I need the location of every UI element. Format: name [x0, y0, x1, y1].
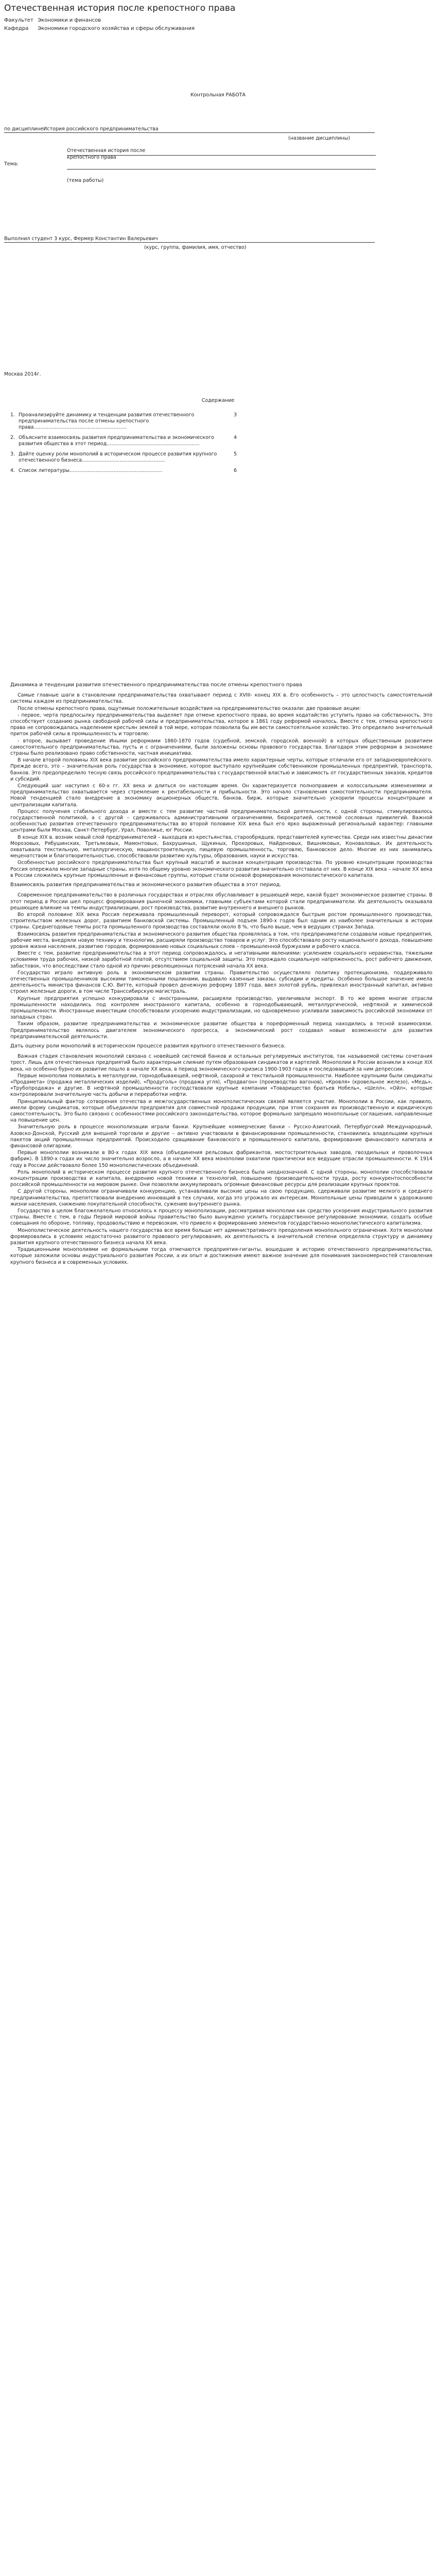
paragraph: - второе, вызывает проведение Иными реформами 1860-1870 годов (судебной, земской, городской, военной) в которых общественным развитием самостоятельного предпринимательства, пусть и с ограничениями, были заложены основы правового государства. Благодаря этим реформам в экономике страны было реализовано право собственности, частная инициатива. — [10, 738, 432, 757]
paragraph: В начале второй половины XIX века развитие российского предпринимательства имело характерные черты, которые отличали его от западноевропейского. Прежде всего, это – значительная роль государства в экономике, которое выступало крупнейшим собственником промышленных предприятий, транспорта, банков. Это предопределило тесную связь российского предпринимательства с государственной властью и зависимость от государственных заказов, кредитов и субсидий. — [10, 757, 432, 782]
paragraph: Вместе с тем, развитие предпринимательства в этот период сопровождалось и негативными явлениями: усилением социального неравенства, тяжелыми условиями труда рабочих, низкой заработной платой, отсутствием социальной защиты. Это порождало социальную напряженность, рост рабочего движения, забастовок, что впоследствии стало одной из причин революционных потрясений начала XX века. — [10, 951, 432, 969]
paragraph: Самые главные шаги в становлении предпринимательства охватывают период с XVIII- конец XIX в. Его особенность – это целостность самостоятельной системы каждом из предпринимательства. — [10, 692, 432, 705]
paragraph: С другой стороны, монополии ограничивали конкуренцию, устанавливали высокие цены на свою продукцию, сдерживали развитие мелкого и среднего предпринимательства, препятствовали внедрению инноваций в тех случаях, когда это угрожало их интересам. Монопольные цены приводили к удорожанию жизни населения, снижению покупательной способности, сужению внутреннего рынка. — [10, 1189, 432, 1207]
document-title: Отечественная история после крепостного права — [4, 3, 236, 13]
table-of-contents — [10, 412, 237, 478]
paragraph: Взаимосвязь развития предпринимательства и экономического развития общества проявлялась в том, что предприниматели создавали новые предприятия, рабочие места, внедряли новую технику и технологии, расширяли производство товаров и услуг. Это способствовало росту национального дохода, повышению уровня жизни населения, развитию городов, формированию новых социальных слоев – промышленной буржуазии и рабочего класса. — [10, 931, 432, 950]
student-prefix: Выполнил студент — [4, 236, 53, 242]
toc-item[interactable] — [10, 468, 237, 474]
paragraph: Принципиальный фактор сотворения отечества и межгосударственных монополистических связей является участие. Монополии в России, как правило, имели форму синдикатов, которые объединяли предприятия для совместной продажи продукции, при этом сохраняя их производственную и юридическую самостоятельность. Это было связано с особенностями российского законодательства, которое формально запрещало монопольные соглашения, направленные на повышение цен. — [10, 1098, 432, 1124]
paragraph: Государство играло активную роль в экономическом развитии страны. Правительство осуществляло политику протекционизма, поддерживало отечественных промышленников высокими таможенными пошлинами, выдавало казенные заказы, субсидии и кредиты. Особенно большое значение имела деятельность министра финансов С.Ю. Витте, который провел денежную реформу 1897 года, ввел золотой рубль, привлекал иностранный капитал, активно строил железные дороги, в том числе Транссибирскую магистраль. — [10, 970, 432, 995]
student-value: 3 курс, Фермер Константин Валерьевич — [54, 236, 158, 242]
toc-item-text: Дайте оценку роли монополий в историческом процессе развития крупного отечественного бизнеса…………………………………………… — [19, 451, 217, 463]
toc-item-number: 2. — [10, 435, 15, 440]
topic-underline-2 — [67, 169, 376, 170]
section-1-heading: Динамика и тенденции развития отечественного предпринимательства после отмены крепостного права — [10, 682, 302, 688]
toc-item[interactable] — [10, 412, 237, 431]
discipline-value: История российского предпринимательства — [43, 126, 159, 132]
student-underline — [4, 242, 375, 243]
paragraph: Особенностью российского предпринимательства был крупный масштаб и высокая концентрация производства. По уровню концентрации производства Россия опережала многие западные страны, хотя по общему уровню экономического развития значительно отставала от них. В конце XIX века – начале XX века в России сложились крупные промышленные и финансовые группы, которые стали основой формирования монополистического капитала. — [10, 860, 432, 878]
paragraph: Роль монополий в историческом процессе развития крупного отечественного бизнеса была неоднозначной. С одной стороны, монополии способствовали концентрации производства и капитала, внедрению новой техники и технологий, повышению производительности труда, росту конкурентоспособности российской промышленности на мировом рынке. Они позволяли аккумулировать огромные финансовые ресурсы для реализации крупных проектов. — [10, 1169, 432, 1188]
section-2-heading: Взаимосвязь развития предпринимательства и экономического развития общества в этот период. — [10, 882, 282, 888]
discipline-row — [4, 126, 159, 132]
paragraph: Первые монополии появились в металлургии, горнодобывающей, нефтяной, сахарной и текстильной промышленности. Наиболее крупными были синдикаты «Продамета» (продажа металлических изделий), «Продуголь» (продажа угля), «Продвагон» (производство вагонов), «Кровля» (кровельное железо), «Медь», «Трубопродажа» и другие. В нефтяной промышленности господствовали крупные компании «Товарищество братьев Нобель», «Шелл», «Ойл», которые контролировали значительную часть добычи и переработки нефти. — [10, 1073, 432, 1098]
discipline-hint: (название дисциплины) — [288, 135, 350, 141]
department-label: Кафедра — [4, 26, 29, 31]
toc-title: Содержание — [201, 398, 235, 403]
paragraph: Значительную роль в процессе монополизации играли банки. Крупнейшие коммерческие банки – Русско-Азиатский, Петербургский Международный, Азовско-Донской, Русский для внешней торговли и другие – активно участвовали в финансировании промышленности, становились владельцами крупных пакетов акций промышленных предприятий. Происходило сращивание банковского и промышленного капитала, формирование финансового капитала и финансовой олигархии. — [10, 1124, 432, 1149]
toc-item-page: 5 — [233, 451, 237, 457]
paragraph: - первое, черта предпосылку предпринимательства выделяет при отмене крепостного права, во время ходатайство уступить право на собственность. Это способствует созданию рынка свободной рабочей силы и предпринимательства, которое в 1861 году реформой началось. Вместе с тем, отмена крепостного права не сопровождалась наделением крестьян землей в той мере, которая позволила бы им вести самостоятельное хозяйство. Это определило значительный приток рабочей силы в промышленность и торговлю. — [10, 712, 432, 737]
student-row — [4, 235, 158, 242]
paragraph: Во второй половине XIX века Россия переживала промышленный переворот, который сопровождался быстрым ростом промышленного производства, строительством железных дорог, развитием банковской системы. Промышленный подъем 1890-х годов был одним из наиболее значительных в истории страны. Среднегодовые темпы роста промышленного производства составляли около 8 %, что было выше, чем в ведущих странах Запада. — [10, 911, 432, 930]
faculty-value: Экономики и финансов — [38, 18, 101, 23]
toc-item-text: Проанализируйте динамику и тенденции развития отечественного предпринимательства после отмены крепостного права………………………………………………… — [19, 412, 195, 430]
toc-item-number: 1. — [10, 412, 15, 418]
discipline-prefix: по дисциплине — [4, 126, 44, 132]
paragraph: Таким образом, развитие предпринимательства и экономическое развитие общества в пореформенный период находились в тесной взаимосвязи. Предпринимательство являлось двигателем экономического прогресса, а экономический рост создавал новые возможности для развития предпринимательской деятельности. — [10, 1021, 432, 1040]
paragraph: Следующий шаг наступил с 60-х гг. XX века и длиться он настоящим время. Он характеризуется полноправием и колоссальными изменениями и предпринимательство охватывается через стремление к рентабельности и прибыльности. Это начало становления самостоятельности предпринимателя. Новой тенденцией стало внедрение в экономику акционерных обществ, банков, бирж, которые значительно ускорили процессы концентрации и централизации капитала. — [10, 783, 432, 808]
toc-item-page: 3 — [233, 412, 237, 418]
toc-item-page: 6 — [233, 468, 237, 473]
toc-item[interactable] — [10, 435, 237, 447]
toc-item-number: 3. — [10, 451, 15, 457]
discipline-underline — [4, 132, 375, 133]
toc-item-text: Список литературы………………………………………………… — [19, 468, 163, 473]
paragraph: Крупные предприятия успешно конкурировали с иностранными, расширяли производство, увеличивали экспорт. В то же время многие отрасли промышленности находились под контролем иностранного капитала, особенно в горнодобывающей, металлургической, нефтяной и химической промышленности. Иностранные инвестиции способствовали ускорению индустриализации, но одновременно усиливали зависимость российской экономики от западных стран. — [10, 995, 432, 1021]
paragraph: Государство в целом благожелательно относилось к процессу монополизации, рассматривая монополии как средство ускорения индустриального развития страны. Вместе с тем, в годы Первой мировой войны правительство было вынуждено усилить государственное регулирование экономики, создать особые совещания по обороне, топливу, продовольствию и перевозкам, что привело к формированию элементов государственно-монополистического капитализма. — [10, 1208, 432, 1227]
toc-item-number: 4. — [10, 468, 15, 473]
toc-item-text: Объясните взаимосвязь развития предпринимательства и экономического развития общества в этот период………………………………………………… — [19, 435, 214, 447]
department-row — [4, 26, 195, 31]
paragraph: Монополистическое деятельность нашего государства все время больше нет административного преодоления монопольного ограничения. Хотя монополии формировались в условиях недостаточно развитого правового регулирования, их деятельность в значительной степени определяла структуру и динамику развития крупного отечественного бизнеса начала XX века. — [10, 1227, 432, 1246]
section-3-heading: Дать оценку роли монополий в историческом процессе развития крупного отечественного бизнеса. — [10, 1043, 286, 1049]
paragraph: В конце XIX в. возник новый слой предпринимателей – выходцев из крестьянства, старообрядцев, представителей купечества. Среди них известны династии Морозовых, Рябушинских, Третьяковых, Мамонтовых, Бахрушиных, Щукиных, Прохоровых, Найденовых, Вишняковых, Коноваловых. Их деятельность охватывала текстильную, металлургическую, машиностроительную, пищевую промышленность, торговлю, банковское дело. Многие из них занимались меценатством и благотворительностью, способствовали развитию культуры, образования, науки и искусства. — [10, 834, 432, 859]
section-1 — [10, 679, 432, 1266]
topic-label: Тема: — [4, 161, 19, 167]
city-year: Москва 2014г. — [4, 371, 41, 377]
topic-value: Отечественная история после крепостного права — [67, 148, 146, 160]
paragraph: Важная стадия становления монополий связана с новейшей системой банков и остальных регулируемых институтов, так называемой системы сочетания трест. Лишь для отечественных предприятий было характерным слияние путем образования синдикатов и картелей. Монополии в России возникли в конце XIX века, но особенно бурно их развитие пошло в начале XX века, в период экономического кризиса 1900-1903 годов и последовавшей за ним депрессии. — [10, 1054, 432, 1072]
faculty-row — [4, 18, 101, 23]
topic-hint: (тема работы) — [67, 178, 104, 183]
toc-item-page: 4 — [233, 435, 237, 440]
paragraph: После отмены крепостного права, ощутимые положительные воздействия на предпринимательство оказали: две правовые акции: — [18, 705, 361, 711]
paragraph: Современное предпринимательство в различных государствах и отраслях обуславливает в решающей мере, какой будет экономическое развитие страны. В этот период в России шел процесс формирования рыночной экономики, главными субъектами которой стали предприниматели. Их деятельность оказывала решающее влияние на темпы индустриализации, рост производства, развитие внутреннего и внешнего рынков. — [10, 892, 432, 911]
paragraph: Традиционными монополиями не формальными тогда отмечаются предприятия-гиганты, вошедшие в историю отечественного предпринимательства, которые заложили основы индустриального развития России, а их опыт и достижения имеют важное значение для понимания закономерностей становления крупного бизнеса и в современных условиях. — [10, 1247, 432, 1265]
faculty-label: Факультет — [4, 18, 33, 23]
student-hint: (курс, группа, фамилия, имя, отчество) — [144, 245, 247, 250]
paragraph: Первые монополии возникали в 80-х годах XIX века (объединения рельсовых фабрикантов, мостостроительных заводов, гвоздильных и проволочных фабрик). В 1890-х годах их число значительно возросло, а в начале XX века монополии охватили практически все ведущие отрасли промышленности. К 1914 году в России действовало более 150 монополистических объединений. — [10, 1150, 432, 1168]
topic-underline-1 — [67, 155, 376, 156]
toc-item[interactable] — [10, 451, 237, 464]
paragraph: Процесс получения стабильного дохода и вместе с тем развитие частной предпринимательской деятельности, с одной стороны, стимулировалось государственной политикой, а с другой – сдерживалось административными ограничениями, бюрократией, системой сословных привилегий. Важной особенностью развития отечественного предпринимательства во второй половине XIX века был его ярко выраженный региональный характер: главными центрами были Москва, Санкт-Петербург, Урал, Поволжье, юг России. — [10, 808, 432, 834]
work-type: Контрольная РАБОТА — [190, 92, 246, 98]
department-value: Экономики городского хозяйства и сферы обслуживания — [38, 26, 195, 31]
